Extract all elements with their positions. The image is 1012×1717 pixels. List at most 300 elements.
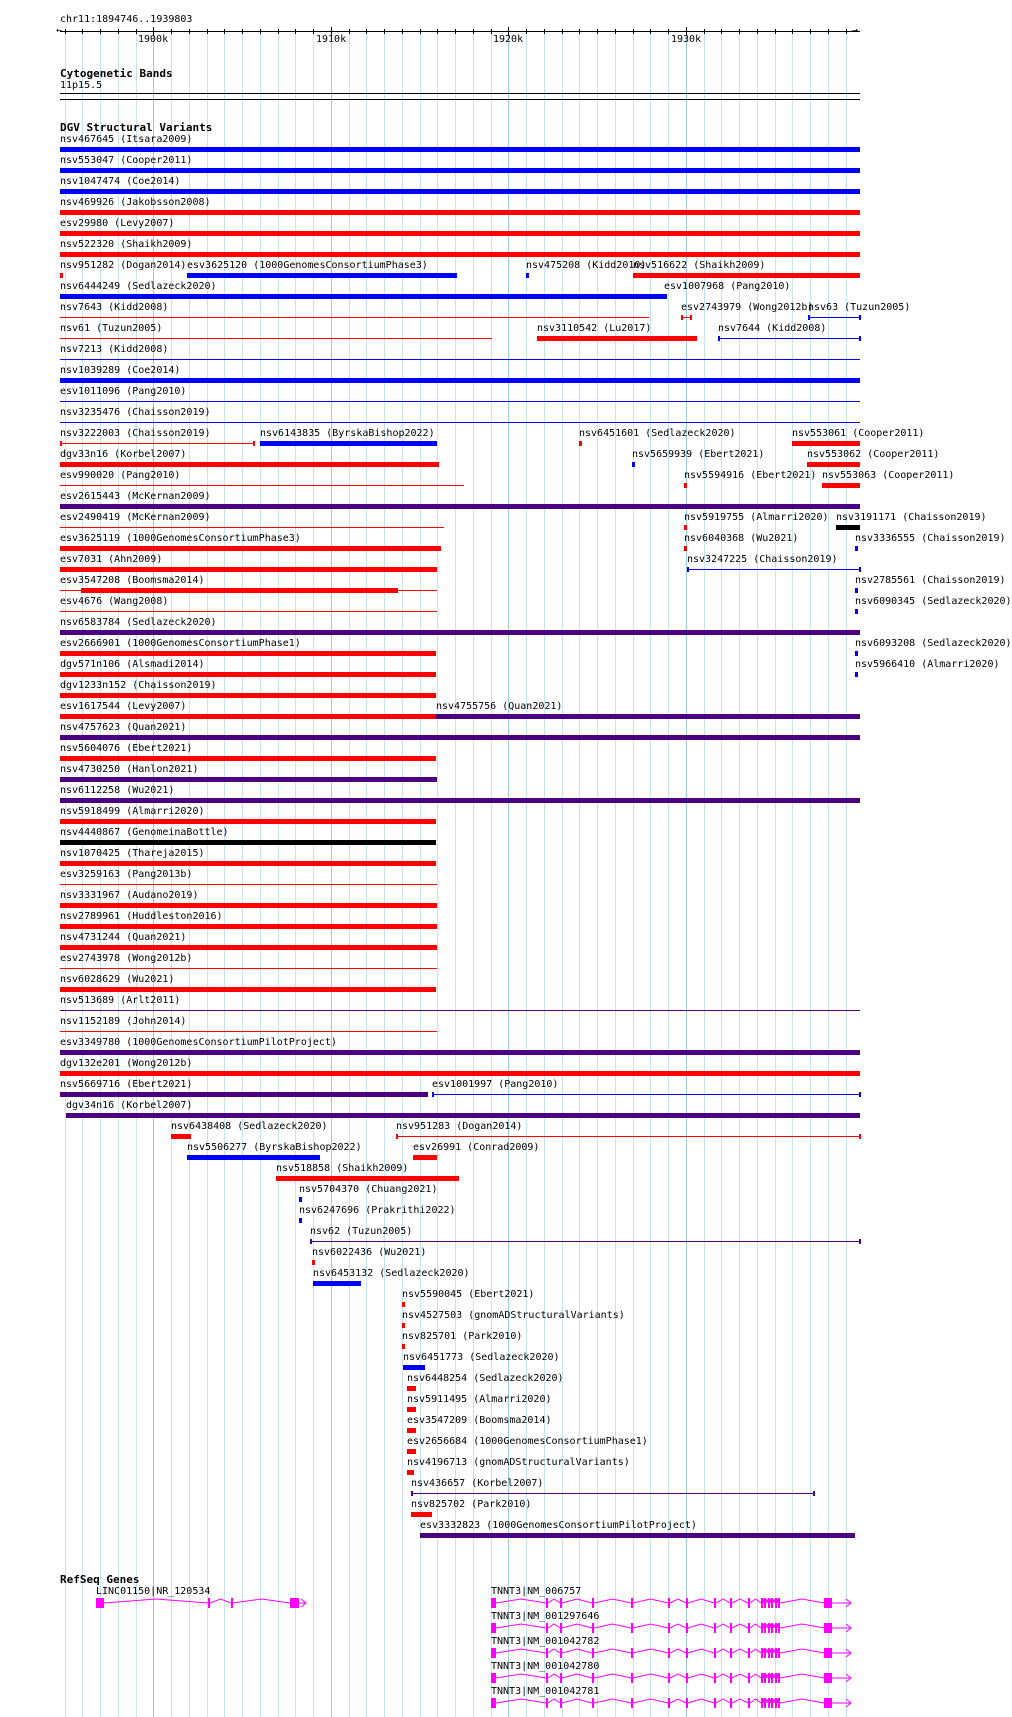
gene-intron: [594, 1599, 631, 1603]
sv-feature-endcap: [690, 315, 692, 320]
sv-feature-bar[interactable]: [60, 968, 437, 969]
sv-feature-bar[interactable]: [436, 714, 860, 719]
sv-feature-label[interactable]: esv3349780 (1000GenomesConsortiumPilotProject): [60, 1037, 337, 1048]
refseq-track-title[interactable]: RefSeq Genes: [60, 1573, 140, 1586]
sv-feature-bar[interactable]: [60, 168, 860, 173]
sv-feature-bar[interactable]: [413, 1155, 437, 1160]
sv-feature-bar[interactable]: [402, 1323, 405, 1328]
sv-feature-bar[interactable]: [60, 485, 464, 486]
sv-feature-bar[interactable]: [60, 422, 860, 423]
sv-feature-label[interactable]: nsv3110542 (Lu2017): [537, 323, 652, 334]
sv-feature-bar[interactable]: [411, 1493, 814, 1494]
gene-intron: [594, 1624, 631, 1628]
sv-feature-label[interactable]: nsv1039289 (Coe2014): [60, 365, 181, 376]
gene-intron: [548, 1699, 560, 1703]
ruler-tick-label: 1910k: [316, 34, 347, 45]
sv-feature-label[interactable]: nsv5918499 (Almarri2020): [60, 806, 205, 817]
ruler-tick-label: 1920k: [493, 34, 524, 45]
sv-feature-label[interactable]: nsv5669716 (Ebert2021): [60, 1079, 193, 1090]
gene-model[interactable]: [96, 1597, 309, 1609]
sv-feature-label[interactable]: nsv3191171 (Chaisson2019): [836, 512, 987, 523]
sv-feature-bar[interactable]: [66, 1113, 860, 1118]
gene-label[interactable]: TNNT3|NM_001042781: [491, 1686, 600, 1697]
gene-intron: [548, 1649, 560, 1653]
sv-feature-bar[interactable]: [402, 1302, 405, 1307]
gene-intron: [716, 1674, 730, 1678]
sv-feature-label[interactable]: nsv62 (Tuzun2005): [310, 1226, 413, 1237]
gene-exon: [560, 1598, 562, 1608]
gene-exon: [686, 1648, 688, 1658]
gene-intron: [766, 1699, 768, 1703]
cytoband-line: [60, 93, 860, 94]
sv-feature-bar[interactable]: [60, 231, 860, 236]
gene-label[interactable]: TNNT3|NM_001042780: [491, 1661, 600, 1672]
gene-exon: [764, 1673, 766, 1683]
sv-feature-bar[interactable]: [60, 756, 436, 761]
sv-feature-label[interactable]: dgv132e201 (Wong2012b): [60, 1058, 193, 1069]
gene-intron: [766, 1624, 768, 1628]
gene-intron: [670, 1624, 686, 1628]
sv-feature-label[interactable]: nsv553063 (Cooper2011): [822, 470, 955, 481]
sv-feature-bar[interactable]: [60, 987, 436, 992]
gene-intron: [763, 1674, 764, 1678]
sv-feature-bar[interactable]: [276, 1176, 459, 1181]
sv-feature-bar[interactable]: [310, 1241, 860, 1242]
sv-feature-label[interactable]: nsv6143835 (ByrskaBishop2022): [260, 428, 435, 439]
sv-feature-bar[interactable]: [632, 462, 635, 467]
sv-feature-label[interactable]: nsv1152189 (John2014): [60, 1016, 187, 1027]
sv-feature-bar[interactable]: [60, 443, 254, 444]
sv-feature-label[interactable]: nsv467645 (Itsara2009): [60, 134, 193, 145]
gene-intron: [763, 1624, 764, 1628]
gene-exon: [668, 1673, 670, 1683]
sv-feature-bar[interactable]: [60, 1031, 437, 1032]
gene-intron: [780, 1599, 824, 1603]
sv-feature-label[interactable]: esv2666901 (1000GenomesConsortiumPhase1): [60, 638, 301, 649]
sv-feature-label[interactable]: esv1617544 (Levy2007): [60, 701, 187, 712]
sv-feature-endcap: [859, 315, 861, 320]
sv-feature-label[interactable]: nsv6028629 (Wu2021): [60, 974, 175, 985]
gene-intron: [688, 1649, 714, 1653]
sv-feature-label[interactable]: nsv951283 (Dogan2014): [396, 1121, 523, 1132]
gene-exon: [546, 1623, 548, 1633]
sv-feature-bar[interactable]: [60, 884, 437, 885]
sv-feature-bar[interactable]: [60, 504, 860, 509]
gene-exon: [560, 1623, 562, 1633]
sv-feature-endcap: [859, 567, 861, 572]
sv-feature-label[interactable]: esv3547209 (Boomsma2014): [407, 1415, 552, 1426]
sv-feature-label[interactable]: dgv1233n152 (Chaisson2019): [60, 680, 217, 691]
sv-feature-bar[interactable]: [60, 630, 860, 635]
sv-feature-bar[interactable]: [407, 1449, 416, 1454]
gene-exon: [631, 1623, 633, 1633]
gene-label[interactable]: TNNT3|NM_001042782: [491, 1636, 600, 1647]
sv-feature-label[interactable]: nsv825702 (Park2010): [411, 1499, 532, 1510]
sv-feature-bar[interactable]: [299, 1197, 302, 1202]
sv-feature-bar[interactable]: [60, 147, 860, 152]
sv-feature-bar[interactable]: [60, 798, 860, 803]
sv-feature-label[interactable]: nsv5659939 (Ebert2021): [632, 449, 765, 460]
sv-feature-label[interactable]: nsv5966410 (Almarri2020): [855, 659, 1000, 670]
sv-feature-bar[interactable]: [60, 546, 441, 551]
ruler-tick-label: 1900k: [138, 34, 169, 45]
sv-feature-label[interactable]: esv3332823 (1000GenomesConsortiumPilotProject): [420, 1520, 697, 1531]
gene-exon: [771, 1673, 773, 1683]
sv-feature-label[interactable]: nsv1070425 (Thareja2015): [60, 848, 205, 859]
sv-feature-bar[interactable]: [684, 546, 687, 551]
sv-feature-label[interactable]: nsv513689 (Arlt2011): [60, 995, 181, 1006]
sv-feature-bar[interactable]: [60, 611, 437, 612]
gene-exon: [631, 1698, 633, 1708]
sv-feature-label[interactable]: nsv825701 (Park2010): [402, 1331, 523, 1342]
sv-feature-bar[interactable]: [60, 945, 437, 950]
sv-feature-bar[interactable]: [60, 693, 436, 698]
gene-exon: [592, 1673, 594, 1683]
sv-feature-label[interactable]: nsv3247225 (Chaisson2019): [687, 554, 838, 565]
sv-feature-label[interactable]: nsv2789961 (Huddleston2016): [60, 911, 223, 922]
gene-intron: [750, 1649, 761, 1653]
sv-feature-bar[interactable]: [299, 1218, 302, 1223]
gene-intron: [750, 1624, 761, 1628]
sv-feature-bar[interactable]: [60, 924, 437, 929]
gene-exon: [686, 1623, 688, 1633]
sv-feature-bar[interactable]: [855, 672, 858, 677]
sv-feature-label[interactable]: nsv3331967 (Audano2019): [60, 890, 199, 901]
sv-feature-bar[interactable]: [60, 273, 63, 278]
sv-feature-bar[interactable]: [60, 527, 444, 528]
gene-exon: [824, 1648, 832, 1658]
sv-feature-label[interactable]: nsv4730250 (Hanlon2021): [60, 764, 199, 775]
sv-feature-label[interactable]: dgv33n16 (Korbel2007): [60, 449, 187, 460]
sv-feature-label[interactable]: nsv6451601 (Sedlazeck2020): [579, 428, 736, 439]
gene-intron: [773, 1699, 775, 1703]
gene-intron: [763, 1699, 764, 1703]
sv-feature-bar[interactable]: [718, 338, 860, 339]
sv-feature-bar[interactable]: [60, 252, 860, 257]
sv-feature-label[interactable]: nsv6448254 (Sedlazeck2020): [407, 1373, 564, 1384]
gene-intron: [766, 1674, 768, 1678]
sv-feature-bar[interactable]: [407, 1470, 414, 1475]
gene-exon: [764, 1698, 766, 1708]
sv-feature-label[interactable]: esv2615443 (McKernan2009): [60, 491, 211, 502]
gene-intron: [548, 1674, 560, 1678]
sv-feature-label[interactable]: nsv475208 (Kidd2010): [526, 260, 647, 271]
sv-feature-bar[interactable]: [60, 462, 439, 467]
sv-feature-label[interactable]: nsv6090345 (Sedlazeck2020): [855, 596, 1012, 607]
gene-exon: [771, 1648, 773, 1658]
sv-feature-label[interactable]: nsv5919755 (Almarri2020): [684, 512, 829, 523]
sv-feature-bar[interactable]: [260, 441, 437, 446]
sv-feature-label[interactable]: nsv4757623 (Quan2021): [60, 722, 187, 733]
sv-feature-bar[interactable]: [171, 1134, 191, 1139]
gene-intron: [670, 1649, 686, 1653]
sv-feature-bar[interactable]: [808, 317, 860, 318]
sv-feature-label[interactable]: nsv6112258 (Wu2021): [60, 785, 175, 796]
sv-feature-bar[interactable]: [684, 525, 687, 530]
sv-feature-bar[interactable]: [855, 588, 858, 593]
sv-feature-label[interactable]: nsv469926 (Jakobsson2008): [60, 197, 211, 208]
gene-intron: [562, 1674, 592, 1678]
sv-feature-label[interactable]: esv2490419 (McKernan2009): [60, 512, 211, 523]
sv-feature-endcap: [859, 1239, 861, 1244]
sv-feature-label[interactable]: dgv34n16 (Korbel2007): [66, 1100, 193, 1111]
sv-feature-bar[interactable]: [396, 1136, 860, 1137]
gene-model[interactable]: [491, 1622, 854, 1634]
gene-intron: [777, 1624, 778, 1628]
sv-feature-label[interactable]: nsv2785561 (Chaisson2019): [855, 575, 1006, 586]
gene-intron: [750, 1699, 761, 1703]
gene-exon: [290, 1598, 299, 1608]
sv-feature-bar[interactable]: [60, 735, 860, 740]
sv-feature-bar[interactable]: [60, 651, 436, 656]
sv-feature-bar[interactable]: [313, 1281, 361, 1286]
sv-feature-endcap: [396, 1134, 398, 1139]
sv-feature-label[interactable]: nsv6093208 (Sedlazeck2020): [855, 638, 1012, 649]
sv-feature-bar[interactable]: [664, 294, 667, 299]
sv-feature-label[interactable]: nsv4440867 (GenomeinaBottle): [60, 827, 229, 838]
sv-feature-label[interactable]: nsv61 (Tuzun2005): [60, 323, 163, 334]
sv-feature-label[interactable]: nsv3222003 (Chaisson2019): [60, 428, 211, 439]
sv-feature-label[interactable]: nsv553061 (Cooper2011): [792, 428, 925, 439]
sv-feature-bar[interactable]: [312, 1260, 315, 1265]
sv-feature-bar[interactable]: [411, 1512, 432, 1517]
sv-feature-label[interactable]: nsv516622 (Shaikh2009): [633, 260, 766, 271]
sv-feature-bar[interactable]: [60, 1010, 860, 1011]
gene-intron: [688, 1624, 714, 1628]
sv-feature-label[interactable]: nsv7643 (Kidd2008): [60, 302, 169, 313]
sv-feature-bar[interactable]: [60, 672, 436, 677]
gene-exon: [775, 1648, 777, 1658]
sv-feature-label[interactable]: esv3625119 (1000GenomesConsortiumPhase3): [60, 533, 301, 544]
sv-feature-label[interactable]: esv7031 (Ahn2009): [60, 554, 163, 565]
sv-feature-label[interactable]: nsv6438408 (Sedlazeck2020): [171, 1121, 328, 1132]
gene-exon: [491, 1673, 496, 1683]
sv-feature-bar[interactable]: [60, 1050, 860, 1055]
sv-feature-bar[interactable]: [407, 1407, 416, 1412]
gene-exon: [730, 1648, 732, 1658]
sv-feature-label[interactable]: nsv4755756 (Quan2021): [436, 701, 563, 712]
sv-feature-label[interactable]: nsv6040368 (Wu2021): [684, 533, 799, 544]
gene-label[interactable]: TNNT3|NM_006757: [491, 1586, 582, 1597]
gene-intron: [496, 1674, 546, 1678]
gene-intron: [688, 1699, 714, 1703]
sv-feature-label[interactable]: nsv5704370 (Chuang2021): [299, 1184, 438, 1195]
sv-feature-label[interactable]: esv1001997 (Pang2010): [432, 1079, 559, 1090]
gene-intron: [732, 1674, 748, 1678]
gene-exon: [730, 1598, 732, 1608]
gene-exon: [714, 1648, 716, 1658]
gene-intron: [233, 1599, 290, 1603]
sv-feature-bar[interactable]: [60, 777, 437, 782]
gene-label[interactable]: LINC01150|NR_120534: [96, 1586, 211, 1597]
sv-feature-label[interactable]: esv1007968 (Pang2010): [664, 281, 791, 292]
gene-intron: [496, 1699, 546, 1703]
sv-feature-label[interactable]: nsv6247696 (Prakrithi2022): [299, 1205, 456, 1216]
gene-exon: [775, 1698, 777, 1708]
gene-intron: [633, 1674, 668, 1678]
sv-feature-bar[interactable]: [60, 819, 436, 824]
gene-intron: [773, 1649, 775, 1653]
sv-feature-label[interactable]: nsv951282 (Dogan2014): [60, 260, 187, 271]
sv-feature-label[interactable]: nsv4527503 (gnomADStructuralVariants): [402, 1310, 625, 1321]
sv-feature-bar[interactable]: [407, 1386, 416, 1391]
sv-feature-bar[interactable]: [60, 359, 860, 360]
sv-feature-bar[interactable]: [420, 1533, 855, 1538]
gene-exon: [824, 1698, 832, 1708]
sv-feature-label[interactable]: nsv63 (Tuzun2005): [808, 302, 911, 313]
sv-feature-label[interactable]: nsv7644 (Kidd2008): [718, 323, 827, 334]
sv-feature-label[interactable]: nsv7213 (Kidd2008): [60, 344, 169, 355]
sv-feature-endcap: [60, 441, 62, 446]
gene-exon: [761, 1673, 763, 1683]
sv-feature-endcap: [718, 336, 720, 341]
sv-feature-label[interactable]: esv26991 (Conrad2009): [413, 1142, 540, 1153]
sv-feature-label[interactable]: nsv5594916 (Ebert2021): [684, 470, 817, 481]
sv-feature-endcap: [310, 1239, 312, 1244]
sv-feature-label[interactable]: esv3259163 (Pang2013b): [60, 869, 193, 880]
sv-feature-bar[interactable]: [822, 483, 860, 488]
sv-feature-bar[interactable]: [60, 903, 437, 908]
sv-feature-bar[interactable]: [432, 1094, 860, 1095]
sv-feature-label[interactable]: nsv1047474 (Coe2014): [60, 176, 181, 187]
gene-intron: [496, 1649, 546, 1653]
sv-feature-bar[interactable]: [60, 189, 860, 194]
sv-feature-bar[interactable]: [526, 273, 529, 278]
sv-feature-label[interactable]: nsv6453132 (Sedlazeck2020): [313, 1268, 470, 1279]
sv-feature-label[interactable]: nsv436657 (Korbel2007): [411, 1478, 544, 1489]
sv-feature-bar[interactable]: [60, 1092, 428, 1097]
gene-intron: [633, 1624, 668, 1628]
gene-intron: [210, 1599, 231, 1603]
gene-model[interactable]: [491, 1697, 854, 1709]
sv-feature-endcap: [253, 441, 255, 446]
sv-feature-label[interactable]: esv2656684 (1000GenomesConsortiumPhase1): [407, 1436, 648, 1447]
gene-exon: [775, 1673, 777, 1683]
gene-exon: [546, 1673, 548, 1683]
sv-feature-bar[interactable]: [60, 401, 860, 402]
sv-feature-bar[interactable]: [855, 609, 858, 614]
sv-feature-label[interactable]: nsv553062 (Cooper2011): [807, 449, 940, 460]
dgv-track-title[interactable]: DGV Structural Variants: [60, 121, 213, 134]
sv-feature-label[interactable]: nsv6022436 (Wu2021): [312, 1247, 427, 1258]
gene-intron: [780, 1674, 824, 1678]
sv-feature-bar[interactable]: [537, 336, 697, 341]
sv-feature-label[interactable]: nsv5911495 (Almarri2020): [407, 1394, 552, 1405]
sv-feature-bar[interactable]: [836, 525, 860, 530]
gene-model[interactable]: [491, 1672, 854, 1684]
sv-feature-bar[interactable]: [684, 483, 687, 488]
sv-feature-label[interactable]: esv29980 (Levy2007): [60, 218, 175, 229]
sv-feature-endcap: [411, 1491, 413, 1496]
gene-intron: [766, 1649, 768, 1653]
sv-feature-label[interactable]: nsv6583784 (Sedlazeck2020): [60, 617, 217, 628]
sv-feature-bar[interactable]: [60, 210, 860, 215]
sv-feature-bar[interactable]: [402, 1344, 405, 1349]
sv-feature-label[interactable]: nsv6444249 (Sedlazeck2020): [60, 281, 217, 292]
cytoband-track-title[interactable]: Cytogenetic Bands: [60, 67, 173, 80]
gene-model[interactable]: [491, 1597, 854, 1609]
sv-feature-label[interactable]: nsv4731244 (Quan2021): [60, 932, 187, 943]
gene-exon: [686, 1598, 688, 1608]
sv-feature-label[interactable]: nsv4196713 (gnomADStructuralVariants): [407, 1457, 630, 1468]
sv-feature-bar[interactable]: [60, 294, 666, 299]
gene-intron: [562, 1599, 592, 1603]
sv-feature-label[interactable]: nsv518858 (Shaikh2009): [276, 1163, 409, 1174]
gene-exon: [631, 1648, 633, 1658]
gene-exon: [714, 1598, 716, 1608]
sv-feature-label[interactable]: esv2743978 (Wong2012b): [60, 953, 193, 964]
sv-feature-bar[interactable]: [855, 546, 858, 551]
sv-feature-bar[interactable]: [579, 441, 582, 446]
gene-intron: [716, 1649, 730, 1653]
gene-intron: [780, 1624, 824, 1628]
gene-exon: [631, 1673, 633, 1683]
sv-feature-bar[interactable]: [60, 714, 436, 719]
gene-intron: [773, 1599, 775, 1603]
sv-feature-bar[interactable]: [187, 1155, 320, 1160]
sv-feature-bar[interactable]: [807, 462, 860, 467]
gene-exon: [771, 1623, 773, 1633]
gene-intron: [770, 1699, 771, 1703]
sv-feature-endcap: [859, 1092, 861, 1097]
gene-exon: [491, 1623, 496, 1633]
gene-label[interactable]: TNNT3|NM_001297646: [491, 1611, 600, 1622]
sv-feature-bar[interactable]: [407, 1428, 416, 1433]
gene-exon: [668, 1623, 670, 1633]
sv-feature-label[interactable]: nsv6451773 (Sedlazeck2020): [403, 1352, 560, 1363]
sv-feature-label[interactable]: nsv553047 (Cooper2011): [60, 155, 193, 166]
gene-intron: [688, 1674, 714, 1678]
sv-feature-label[interactable]: nsv5590045 (Ebert2021): [402, 1289, 535, 1300]
sv-feature-bar[interactable]: [60, 861, 436, 866]
sv-feature-label[interactable]: nsv3336555 (Chaisson2019): [855, 533, 1006, 544]
sv-feature-bar[interactable]: [687, 569, 860, 570]
sv-feature-bar[interactable]: [403, 1365, 425, 1370]
sv-feature-bar[interactable]: [60, 567, 437, 572]
gene-exon: [768, 1598, 770, 1608]
sv-feature-label[interactable]: esv1011096 (Pang2010): [60, 386, 187, 397]
sv-feature-bar[interactable]: [60, 378, 860, 383]
sv-feature-label[interactable]: nsv5604076 (Ebert2021): [60, 743, 193, 754]
gene-model[interactable]: [491, 1647, 854, 1659]
gene-exon: [764, 1648, 766, 1658]
sv-feature-label[interactable]: esv3547208 (Boomsma2014): [60, 575, 205, 586]
sv-feature-bar[interactable]: [60, 840, 436, 845]
gene-exon: [560, 1648, 562, 1658]
sv-feature-label[interactable]: nsv522320 (Shaikh2009): [60, 239, 193, 250]
sv-feature-label[interactable]: nsv3235476 (Chaisson2019): [60, 407, 211, 418]
sv-feature-bar[interactable]: [187, 273, 457, 278]
gene-exon: [824, 1673, 832, 1683]
sv-feature-label[interactable]: esv990020 (Pang2010): [60, 470, 181, 481]
sv-feature-label[interactable]: esv2743979 (Wong2012b): [681, 302, 814, 313]
gene-exon: [592, 1623, 594, 1633]
gene-intron: [633, 1649, 668, 1653]
sv-feature-label[interactable]: dgv571n106 (Alsmadi2014): [60, 659, 205, 670]
gene-exon: [768, 1623, 770, 1633]
gene-exon: [768, 1698, 770, 1708]
sv-feature-bar[interactable]: [60, 338, 492, 339]
sv-feature-bar[interactable]: [633, 273, 860, 278]
sv-feature-bar[interactable]: [60, 317, 649, 318]
sv-feature-bar[interactable]: [855, 651, 858, 656]
sv-feature-endcap: [859, 336, 861, 341]
sv-feature-label[interactable]: esv4676 (Wang2008): [60, 596, 169, 607]
sv-feature-label[interactable]: esv3625120 (1000GenomesConsortiumPhase3): [187, 260, 428, 271]
sv-feature-label[interactable]: nsv5506277 (ByrskaBishop2022): [187, 1142, 362, 1153]
sv-feature-bar[interactable]: [60, 1071, 860, 1076]
sv-feature-bar[interactable]: [792, 441, 860, 446]
